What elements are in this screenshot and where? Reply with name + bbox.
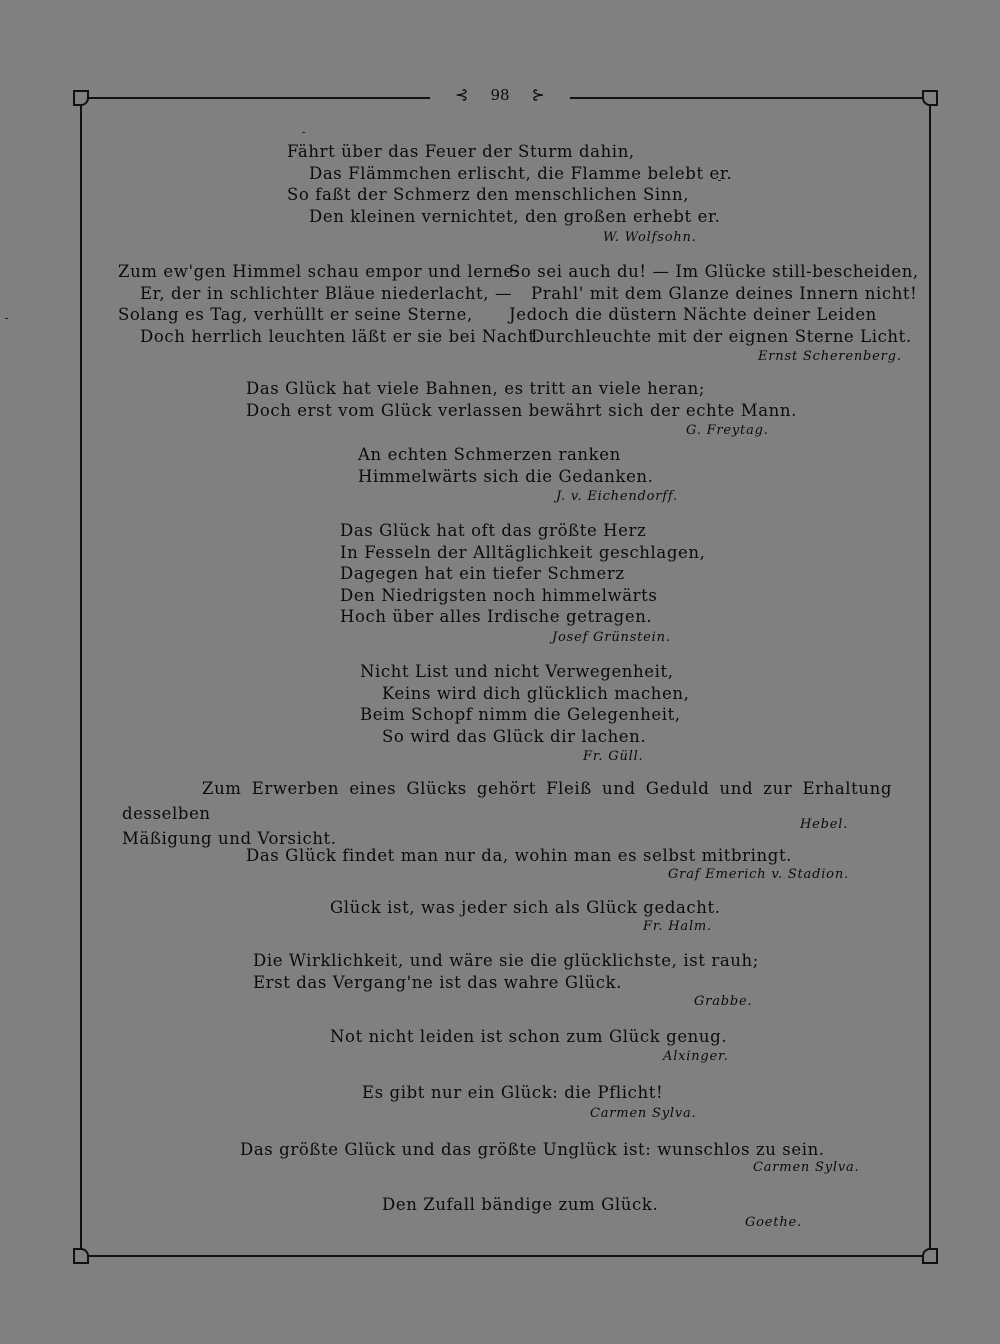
verse-line: In Fesseln der Alltäglichkeit geschlagen, bbox=[340, 542, 706, 562]
verse-line: Prahl' mit dem Glanze deines Innern nicht! bbox=[531, 283, 918, 303]
quote-block bbox=[246, 378, 797, 421]
quote-block bbox=[382, 1194, 658, 1216]
border-corner-ornament bbox=[922, 90, 938, 106]
quote-block bbox=[287, 141, 732, 227]
verse-line: Das Glück hat viele Bahnen, es tritt an viele heran; bbox=[246, 379, 706, 398]
quote-author: J. v. Eichendorff. bbox=[556, 489, 678, 504]
quote-author: Carmen Sylva. bbox=[590, 1106, 697, 1121]
page-number: 98 bbox=[490, 86, 510, 104]
quote-block bbox=[330, 897, 721, 919]
verse-line: Den kleinen vernichtet, den großen erhebt er. bbox=[309, 206, 721, 226]
verse-line: Das Glück findet man nur da, wohin man es selbst mitbringt. bbox=[246, 846, 793, 865]
quote-block bbox=[246, 845, 792, 867]
verse-line: Solang es Tag, verhüllt er seine Sterne, bbox=[118, 305, 473, 324]
page-header bbox=[430, 82, 570, 108]
quote-author: Fr. Güll. bbox=[583, 749, 644, 764]
verse-line: Den Zufall bändige zum Glück. bbox=[382, 1195, 659, 1214]
verse-line: Not nicht leiden ist schon zum Glück genug. bbox=[330, 1027, 728, 1046]
quote-block bbox=[340, 520, 705, 628]
quote-block bbox=[330, 1026, 727, 1048]
quote-author: Goethe. bbox=[745, 1215, 802, 1230]
verse-line: So sei auch du! — Im Glücke still-bescheiden, bbox=[509, 262, 919, 281]
quote-block bbox=[358, 444, 654, 487]
left-flourish-icon: ⊰ bbox=[455, 85, 469, 104]
quote-author: Hebel. bbox=[800, 817, 849, 832]
verse-line: Beim Schopf nimm die Gelegenheit, bbox=[360, 705, 681, 724]
quote-author: Graf Emerich v. Stadion. bbox=[668, 867, 849, 882]
print-speck bbox=[5, 318, 8, 319]
prose-line: Mäßigung und Vorsicht. bbox=[122, 829, 337, 848]
quote-block bbox=[360, 661, 689, 747]
verse-line: Fährt über das Feuer der Sturm dahin, bbox=[287, 142, 635, 161]
quote-author: W. Wolfsohn. bbox=[603, 230, 697, 245]
verse-line: Das Flämmchen erlischt, die Flamme belebt er. bbox=[309, 163, 733, 183]
verse-line: Er, der in schlichter Bläue niederlacht, — bbox=[140, 283, 513, 303]
verse-line: Hoch über alles Irdische getragen. bbox=[340, 607, 653, 626]
quote-author: G. Freytag. bbox=[686, 423, 769, 438]
quote-author: Josef Grünstein. bbox=[552, 630, 671, 645]
prose-quote bbox=[122, 776, 892, 851]
verse-line: Himmelwärts sich die Gedanken. bbox=[358, 466, 654, 486]
border-corner-ornament bbox=[73, 1248, 89, 1264]
quote-block bbox=[362, 1082, 663, 1104]
verse-line: Zum ew'gen Himmel schau empor und lerne: bbox=[118, 262, 520, 281]
verse-line: Nicht List und nicht Verwegenheit, bbox=[360, 662, 674, 681]
border-corner-ornament bbox=[73, 90, 89, 106]
quote-author: Alxinger. bbox=[663, 1049, 729, 1064]
verse-line: Es gibt nur ein Glück: die Pflicht! bbox=[362, 1083, 664, 1102]
verse-line: Doch herrlich leuchten läßt er sie bei Nacht. bbox=[140, 326, 542, 346]
verse-line: Dagegen hat ein tiefer Schmerz bbox=[340, 564, 625, 583]
quote-author: Grabbe. bbox=[694, 994, 753, 1009]
verse-line: Die Wirklichkeit, und wäre sie die glücklichste, ist rauh; bbox=[253, 951, 759, 970]
quote-block-left-column bbox=[118, 261, 541, 347]
quote-author: Ernst Scherenberg. bbox=[758, 349, 902, 364]
quote-block bbox=[253, 950, 759, 993]
verse-line: Den Niedrigsten noch himmelwärts bbox=[340, 585, 658, 605]
verse-line: An echten Schmerzen ranken bbox=[358, 445, 621, 464]
verse-line: So faßt der Schmerz den menschlichen Sinn, bbox=[287, 185, 690, 204]
quote-author: Carmen Sylva. bbox=[753, 1160, 860, 1175]
quote-block bbox=[240, 1139, 825, 1161]
border-corner-ornament bbox=[922, 1248, 938, 1264]
quote-author: Fr. Halm. bbox=[643, 919, 712, 934]
verse-line: Das größte Glück und das größte Unglück ist: wunschlos zu sein. bbox=[240, 1140, 825, 1159]
verse-line: Glück ist, was jeder sich als Glück gedacht. bbox=[330, 898, 721, 917]
prose-line: Zum Erwerben eines Glücks gehört Fleiß und Geduld und zur Erhaltung desselben bbox=[122, 779, 892, 823]
verse-line: Das Glück hat oft das größte Herz bbox=[340, 521, 647, 540]
verse-line: Keins wird dich glücklich machen, bbox=[382, 683, 690, 703]
verse-line: Durchleuchte mit der eignen Sterne Licht. bbox=[531, 326, 912, 346]
verse-line: So wird das Glück dir lachen. bbox=[382, 726, 647, 746]
right-flourish-icon: ⊱ bbox=[531, 85, 545, 104]
print-speck bbox=[302, 132, 305, 133]
verse-line: Erst das Vergang'ne ist das wahre Glück. bbox=[253, 972, 622, 992]
verse-line: Doch erst vom Glück verlassen bewährt sich der echte Mann. bbox=[246, 400, 797, 420]
quote-block-right-column bbox=[509, 261, 919, 347]
verse-line: Jedoch die düstern Nächte deiner Leiden bbox=[509, 305, 877, 324]
